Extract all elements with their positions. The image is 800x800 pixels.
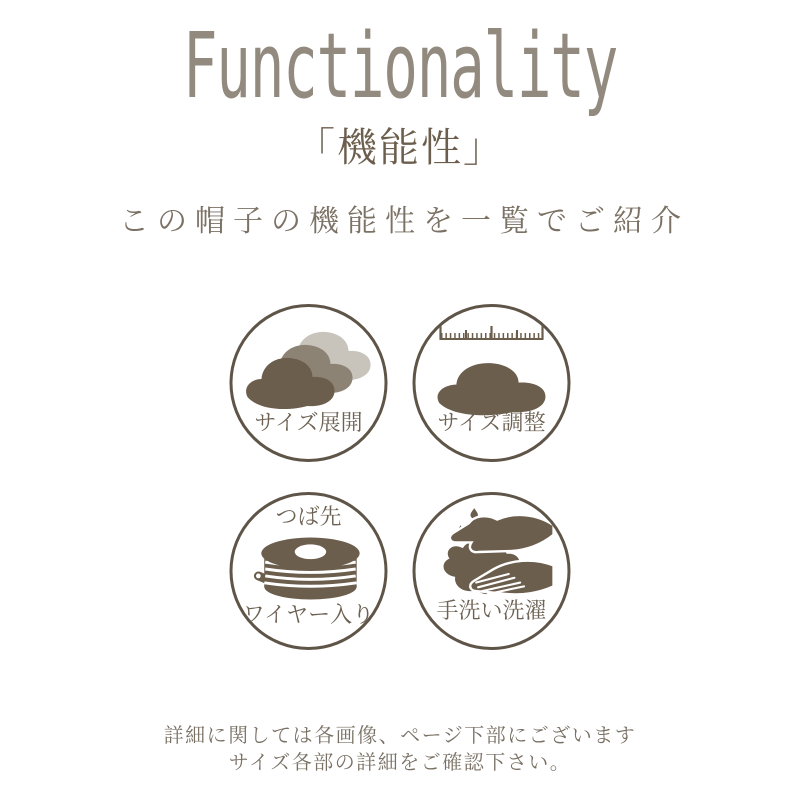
hand-wash-icon: [429, 505, 555, 599]
feature-size-variations: [230, 304, 388, 462]
feature-label: サイズ展開: [254, 411, 363, 436]
page-title-japanese: 「機能性」: [295, 125, 505, 171]
feature-label: サイズ調整: [437, 411, 546, 436]
page-subtitle: この帽子の機能性を一覧でご紹介: [119, 204, 689, 239]
page-title: Functionality: [182, 14, 618, 119]
feature-wired-brim: [230, 492, 388, 650]
layered-hats-icon: [240, 323, 378, 417]
feature-label: 手洗い洗濯: [436, 599, 547, 624]
feature-grid: [230, 304, 571, 650]
footer-line-1: 詳細に関しては各画像、ページ下部にございます: [163, 723, 637, 747]
feature-label: ワイヤー入り: [242, 603, 375, 628]
footer-note: [0, 722, 800, 776]
feature-label-top: つば先: [275, 505, 342, 530]
wire-spool-icon: [250, 535, 368, 605]
footer-line-2: サイズ各部の詳細をご確認下さい。: [228, 750, 572, 774]
feature-hand-washable: [413, 492, 571, 650]
feature-size-adjustment: [413, 304, 571, 462]
hat-silhouette: [438, 363, 546, 415]
measure-ruler-icon: [440, 326, 544, 339]
ruler-hat-icon: [428, 324, 556, 424]
